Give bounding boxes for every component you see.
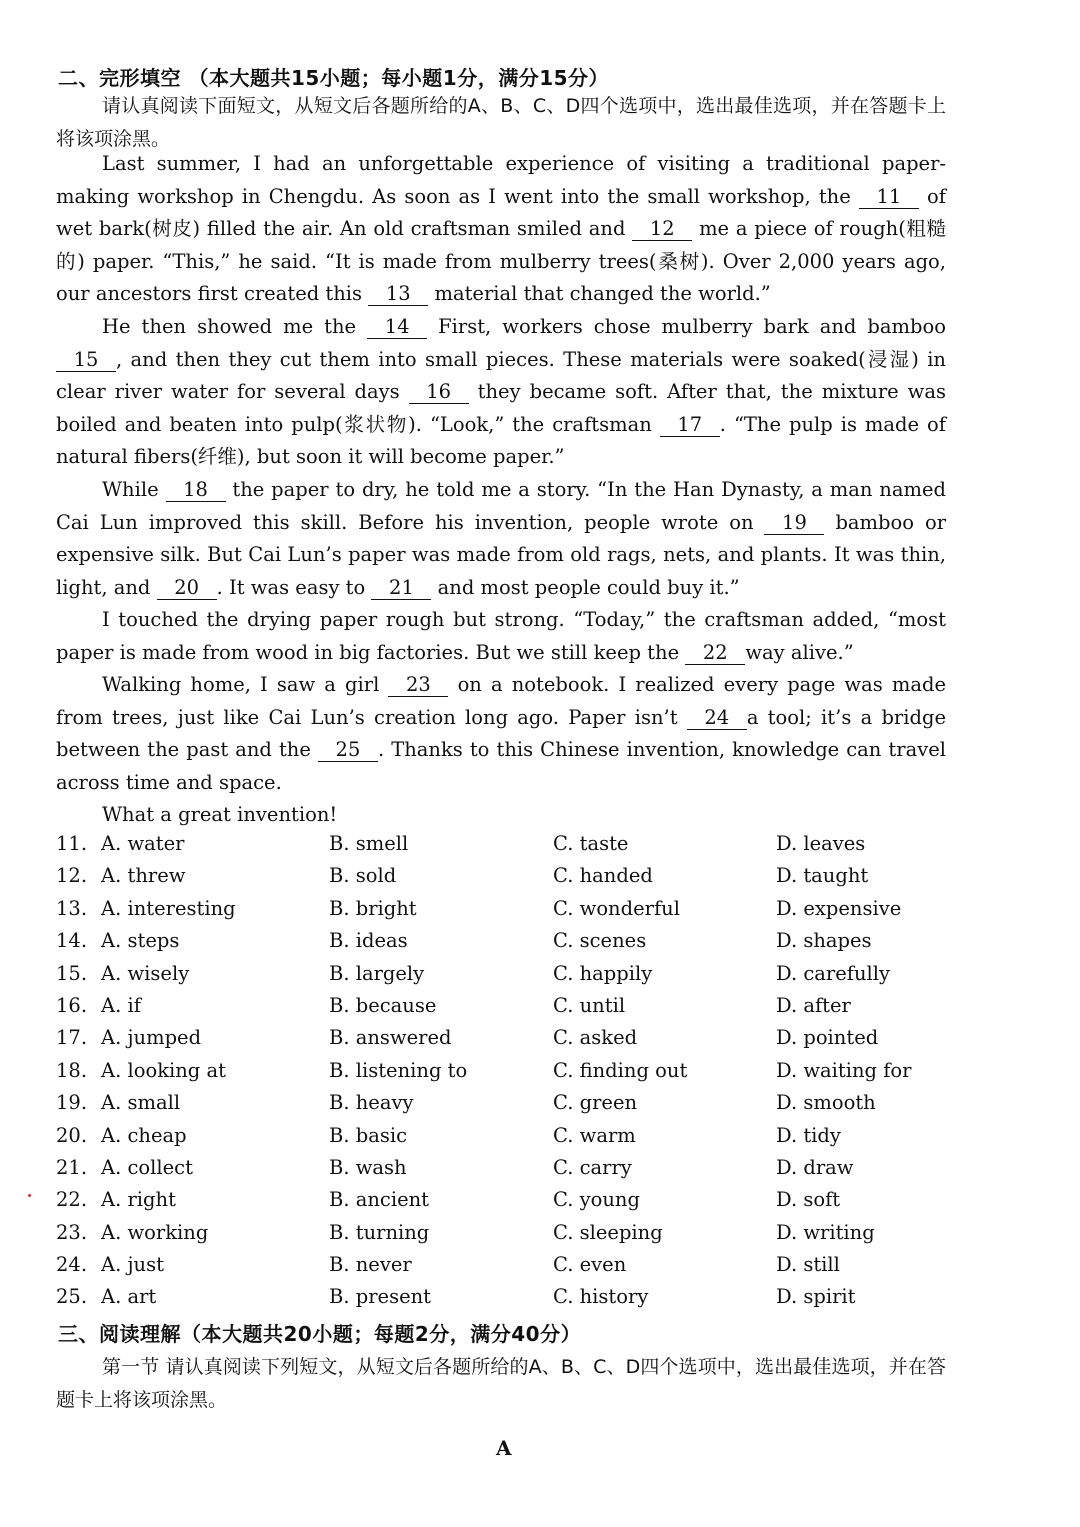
option-row — [56, 1024, 956, 1056]
option-d: D. spirit — [776, 1285, 856, 1309]
option-d: D. tidy — [776, 1123, 841, 1147]
option-a: A. just — [101, 1253, 164, 1277]
question-number: 25. — [56, 1285, 88, 1309]
option-a: A. water — [101, 832, 185, 855]
passage-text: bamboo or expensive silk. But Cai Lun’s paper was made from old rags, nets, and plants. It was thin, light, and — [56, 510, 947, 599]
option-c: C. even — [553, 1253, 627, 1277]
blank-20: 20 — [157, 577, 217, 600]
blank-14: 14 — [367, 316, 427, 339]
passage-text: . It was easy to — [216, 575, 366, 599]
passage-paragraph-6: What a great invention! — [102, 803, 338, 826]
option-row — [56, 1122, 956, 1154]
option-c: C. taste — [553, 832, 629, 855]
option-row — [56, 862, 956, 894]
passage-text: the paper to dry, he told me a story. “In the Han Dynasty, a man named Cai Lun improved this skill. Before his invention, people wrote on — [56, 478, 947, 534]
option-a: A. if — [101, 993, 141, 1017]
option-b: B. because — [329, 993, 437, 1017]
option-c: C. sleeping — [553, 1220, 663, 1244]
option-b: B. wash — [329, 1155, 407, 1179]
passage-text: , and then they cut them into small pieces. These materials were soaked(浸湿) in clear river water for several days — [56, 347, 946, 403]
passage-paragraph-5 — [56, 669, 946, 799]
option-d: D. carefully — [776, 961, 891, 985]
option-b: B. present — [329, 1285, 432, 1309]
question-number: 23. — [56, 1220, 88, 1244]
option-b: B. sold — [329, 864, 397, 888]
option-b: B. ideas — [329, 929, 408, 953]
option-a: A. looking at — [101, 1058, 226, 1082]
passage-text: . Thanks to this Chinese invention, knowledge can travel across time and space. — [56, 738, 947, 794]
passage-text: me a piece of rough(粗糙的) paper. “This,” he said. “It is made from mulberry trees(桑树). Over 2,000 years ago, our ancestors first created this — [56, 217, 947, 305]
section2-title: 二、完形填空 （本大题共15小题；每小题1分，满分15分） — [58, 66, 610, 90]
option-c: C. finding out — [553, 1058, 688, 1082]
option-c: C. wonderful — [553, 896, 680, 920]
blank-21: 21 — [371, 577, 431, 600]
option-a: A. jumped — [101, 1026, 202, 1050]
option-row — [56, 960, 956, 992]
option-d: D. leaves — [776, 832, 866, 855]
passage-text: He then showed me the — [102, 315, 357, 338]
passage-text: material that changed the world.” — [434, 282, 771, 305]
option-b: B. never — [329, 1253, 412, 1277]
option-b: B. bright — [329, 896, 417, 920]
section3-title: 三、阅读理解（本大题共20小题；每题2分，满分40分） — [58, 1322, 582, 1346]
question-number: 17. — [56, 1026, 88, 1050]
scan-mark — [28, 1194, 31, 1197]
passage-text: way alive.” — [745, 640, 854, 664]
option-row — [56, 992, 956, 1024]
passage-paragraph-4 — [56, 604, 946, 669]
option-b: B. ancient — [329, 1188, 430, 1212]
question-number: 11. — [56, 832, 88, 855]
passage-paragraph-2 — [56, 311, 946, 474]
blank-11: 11 — [859, 186, 919, 209]
question-number: 15. — [56, 961, 88, 985]
option-c: C. happily — [553, 961, 653, 985]
option-row — [56, 1186, 956, 1218]
option-b: B. smell — [329, 832, 409, 855]
passage-text: of wet bark(树皮) filled the air. An old craftsman smiled and — [56, 184, 946, 240]
question-number: 24. — [56, 1253, 88, 1277]
option-row — [56, 1154, 956, 1186]
option-c: C. asked — [553, 1026, 638, 1050]
question-number: 19. — [56, 1091, 88, 1115]
option-row — [56, 895, 956, 927]
option-row — [56, 927, 956, 959]
question-number: 13. — [56, 896, 88, 920]
option-a: A. art — [101, 1285, 157, 1309]
question-number: 14. — [56, 929, 88, 953]
blank-12: 12 — [632, 218, 692, 241]
option-d: D. after — [776, 993, 851, 1017]
passage-text: While — [102, 478, 159, 501]
passage-label: A — [496, 1436, 512, 1460]
option-c: C. scenes — [553, 929, 647, 953]
question-number: 18. — [56, 1058, 88, 1082]
option-row — [56, 1283, 956, 1315]
blank-13: 13 — [368, 283, 428, 306]
option-d: D. still — [776, 1253, 840, 1277]
passage-text: on a notebook. I realized every page was made from trees, just like Cai Lun’s creation long ago. Paper isn’t — [56, 673, 947, 729]
option-d: D. shapes — [776, 929, 872, 953]
blank-16: 16 — [409, 381, 469, 404]
passage-paragraph-1 — [56, 148, 946, 311]
option-d: D. taught — [776, 864, 869, 888]
section3-instruction: 第一节 请认真阅读下列短文，从短文后各题所给的A、B、C、D四个选项中，选出最佳选项，并在答题卡上将该项涂黑。 — [56, 1356, 946, 1411]
passage-text: Last summer, I had an unforgettable experience of visiting a traditional paper-making workshop in Chengdu. As soon as I went into the small workshop, the — [56, 152, 946, 208]
option-row — [56, 1219, 956, 1251]
option-c: C. warm — [553, 1123, 636, 1147]
passage-text: they became soft. After that, the mixture was boiled and beaten into pulp(浆状物). “Look,” the craftsman — [56, 380, 946, 436]
option-c: C. history — [553, 1285, 649, 1309]
option-b: B. turning — [329, 1220, 430, 1244]
blank-17: 17 — [660, 414, 720, 437]
option-d: D. waiting for — [776, 1058, 912, 1082]
option-a: A. steps — [101, 929, 180, 953]
blank-19: 19 — [764, 512, 824, 535]
option-a: A. small — [101, 1091, 181, 1115]
question-number: 20. — [56, 1123, 88, 1147]
option-c: C. carry — [553, 1155, 632, 1179]
option-row — [56, 830, 956, 862]
section2-instruction: 请认真阅读下面短文，从短文后各题所给的A、B、C、D四个选项中，选出最佳选项，并在答题卡上将该项涂黑。 — [56, 95, 946, 150]
option-row — [56, 1089, 956, 1121]
option-d: D. soft — [776, 1188, 841, 1212]
option-a: A. working — [101, 1220, 209, 1244]
blank-18: 18 — [166, 479, 226, 502]
option-b: B. basic — [329, 1123, 407, 1147]
passage-paragraph-3 — [56, 474, 946, 604]
option-row — [56, 1057, 956, 1089]
option-b: B. answered — [329, 1026, 452, 1050]
question-number: 22. — [56, 1188, 88, 1212]
option-a: A. interesting — [101, 896, 236, 920]
option-d: D. writing — [776, 1220, 875, 1244]
blank-22: 22 — [685, 642, 745, 665]
question-number: 16. — [56, 993, 88, 1017]
option-c: C. handed — [553, 864, 653, 888]
option-row — [56, 1251, 956, 1283]
blank-15: 15 — [56, 349, 116, 372]
passage-text: a tool; it’s a bridge between the past and the — [56, 705, 946, 761]
passage-text: and most people could buy it.” — [437, 575, 740, 599]
blank-23: 23 — [388, 674, 448, 697]
option-d: D. draw — [776, 1155, 854, 1179]
option-b: B. heavy — [329, 1091, 414, 1115]
question-number: 12. — [56, 864, 88, 888]
option-a: A. cheap — [101, 1123, 187, 1147]
passage-text: I touched the drying paper rough but strong. “Today,” the craftsman added, “most paper is made from wood in big factories. But we still keep the — [56, 608, 946, 664]
option-c: C. until — [553, 993, 626, 1017]
options-table — [56, 830, 956, 1316]
option-a: A. collect — [101, 1155, 193, 1179]
option-d: D. pointed — [776, 1026, 879, 1050]
passage-text: . “The pulp is made of natural fibers(纤维), but soon it will become paper.” — [56, 412, 946, 468]
blank-24: 24 — [687, 707, 747, 730]
option-a: A. wisely — [101, 961, 190, 985]
option-d: D. expensive — [776, 896, 902, 920]
blank-25: 25 — [318, 739, 378, 762]
question-number: 21. — [56, 1155, 88, 1179]
option-c: C. young — [553, 1188, 640, 1212]
option-a: A. threw — [101, 864, 186, 888]
option-a: A. right — [101, 1188, 176, 1212]
option-b: B. largely — [329, 961, 425, 985]
option-d: D. smooth — [776, 1091, 876, 1115]
option-b: B. listening to — [329, 1058, 468, 1082]
passage-text: Walking home, I saw a girl — [102, 673, 380, 696]
option-c: C. green — [553, 1091, 638, 1115]
passage-text: First, workers chose mulberry bark and bamboo — [438, 315, 946, 338]
